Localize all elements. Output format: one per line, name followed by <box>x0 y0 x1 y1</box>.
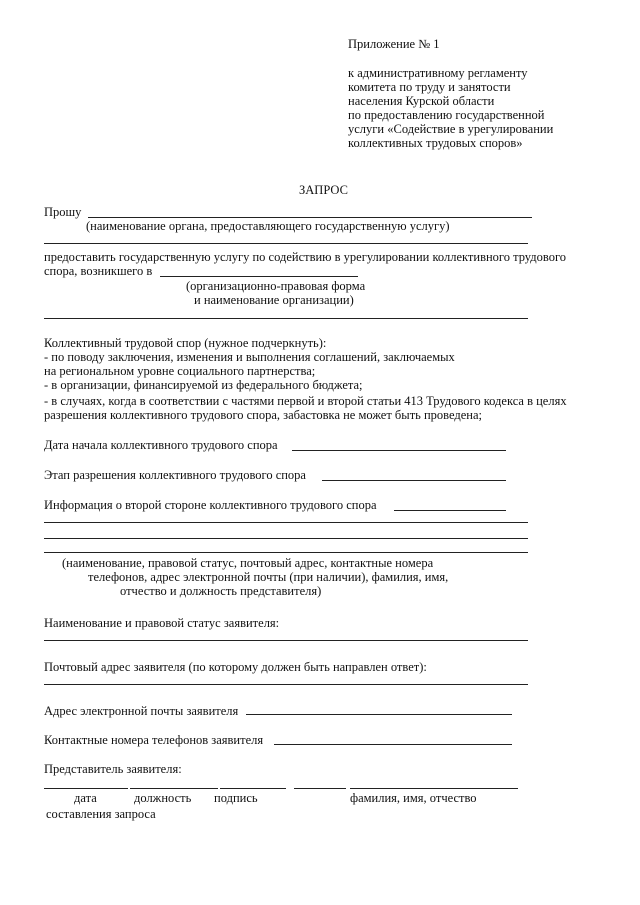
document-title: ЗАПРОС <box>299 183 348 197</box>
start-date-input-line[interactable] <box>292 450 506 451</box>
applicant-email-label: Адрес электронной почты заявителя <box>44 704 239 718</box>
org-caption: (организационно-правовая форма <box>186 279 366 293</box>
organ-input-line-2[interactable] <box>44 243 528 244</box>
dispute-option-2[interactable]: - в организации, финансируемой из федерального бюджета; <box>44 378 363 392</box>
representative-label: Представитель заявителя: <box>44 762 182 776</box>
date-caption: дата <box>74 791 97 805</box>
second-party-line-3[interactable] <box>44 538 528 539</box>
position-input-line[interactable] <box>130 788 218 789</box>
applicant-name-input-line[interactable] <box>44 640 528 641</box>
applicant-phones-input-line[interactable] <box>274 744 512 745</box>
extra-input-line[interactable] <box>294 788 346 789</box>
appendix-line: по предоставлению государственной <box>348 108 545 122</box>
appendix-line: комитета по труду и занятости <box>348 80 511 94</box>
second-party-label: Информация о второй стороне коллективного трудового спора <box>44 498 377 512</box>
organ-caption: (наименование органа, предоставляющего государственную услугу) <box>86 219 450 233</box>
dispute-type-heading: Коллективный трудовой спор (нужное подчеркнуть): <box>44 336 327 350</box>
second-party-line-4[interactable] <box>44 552 528 553</box>
org-caption-2: и наименование организации) <box>194 293 354 307</box>
second-party-input-line[interactable] <box>394 510 506 511</box>
second-party-caption-3: отчество и должность представителя) <box>120 584 322 598</box>
second-party-caption-2: телефонов, адрес электронной почты (при наличии), фамилия, имя, <box>88 570 449 584</box>
dispute-option-3[interactable]: - в случаях, когда в соответствии с частями первой и второй статьи 413 Трудового кодекса в целях <box>44 394 567 408</box>
signature-caption: подпись <box>214 791 258 805</box>
appendix-number: Приложение № 1 <box>348 37 440 51</box>
stage-input-line[interactable] <box>322 480 506 481</box>
appendix-line: услуги «Содействие в урегулировании <box>348 122 554 136</box>
fio-input-line[interactable] <box>350 788 518 789</box>
applicant-name-label: Наименование и правовой статус заявителя: <box>44 616 280 630</box>
organization-input-line-2[interactable] <box>44 318 528 319</box>
applicant-address-label: Почтовый адрес заявителя (по которому должен быть направлен ответ): <box>44 660 427 674</box>
stage-label: Этап разрешения коллективного трудового спора <box>44 468 306 482</box>
appendix-line: населения Курской области <box>348 94 495 108</box>
applicant-address-input-line[interactable] <box>44 684 528 685</box>
provide-text-2: спора, возникшего в <box>44 264 153 278</box>
second-party-line-2[interactable] <box>44 522 528 523</box>
provide-text: предоставить государственную услугу по содействию в урегулировании коллективного трудового <box>44 250 567 264</box>
applicant-email-input-line[interactable] <box>246 714 512 715</box>
dispute-option-3-cont[interactable]: разрешения коллективного трудового спора, забастовка не может быть проведена; <box>44 408 483 422</box>
organ-input-line[interactable] <box>88 217 532 218</box>
signature-input-line[interactable] <box>220 788 286 789</box>
fio-caption: фамилия, имя, отчество <box>350 791 477 805</box>
date-caption-2: составления запроса <box>46 807 156 821</box>
applicant-phones-label: Контактные номера телефонов заявителя <box>44 733 264 747</box>
position-caption: должность <box>134 791 192 805</box>
appendix-line: к административному регламенту <box>348 66 528 80</box>
start-date-label: Дата начала коллективного трудового спора <box>44 438 278 452</box>
second-party-caption: (наименование, правовой статус, почтовый адрес, контактные номера <box>62 556 434 570</box>
prosu-label: Прошу <box>44 205 82 219</box>
dispute-option-1[interactable]: - по поводу заключения, изменения и выполнения соглашений, заключаемых <box>44 350 455 364</box>
appendix-line: коллективных трудовых споров» <box>348 136 523 150</box>
dispute-option-1-cont[interactable]: на региональном уровне социального партнерства; <box>44 364 316 378</box>
organization-input-line[interactable] <box>160 276 358 277</box>
date-input-line[interactable] <box>44 788 128 789</box>
